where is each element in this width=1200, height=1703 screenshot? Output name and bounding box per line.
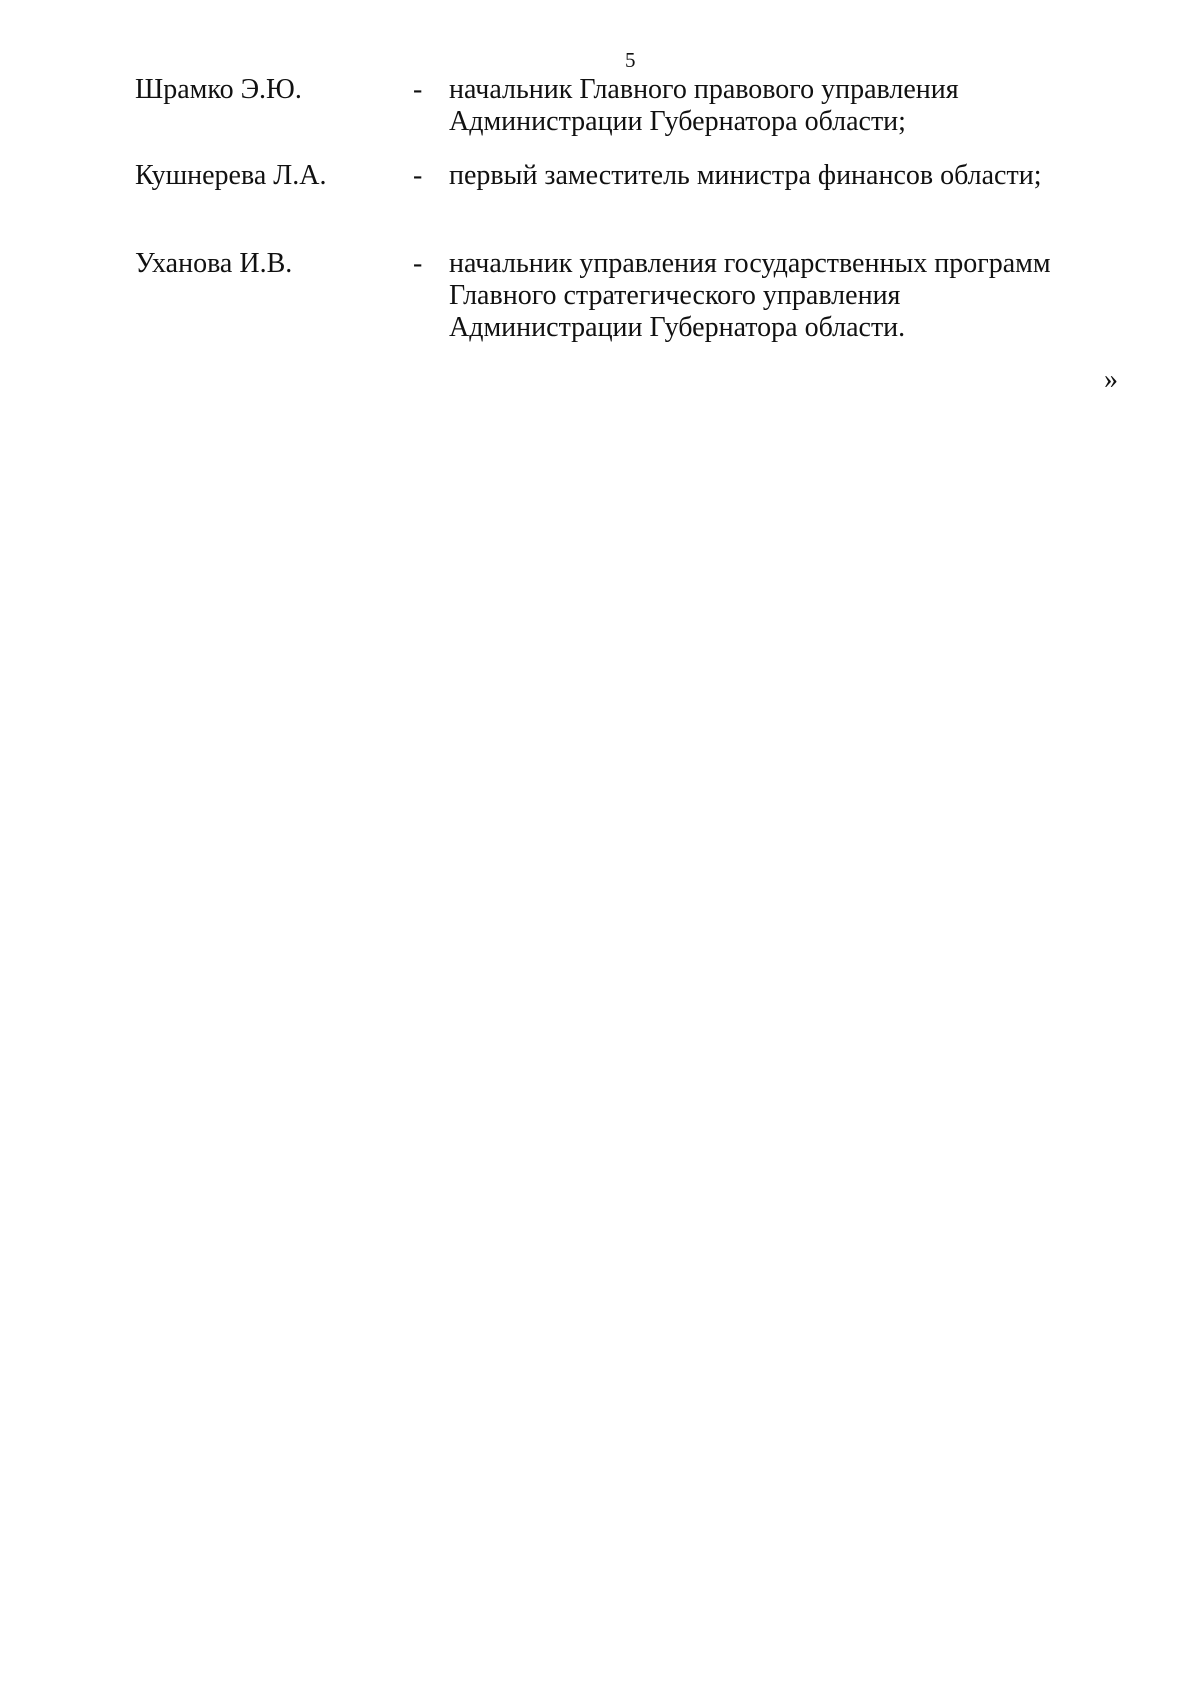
member-position-line: Администрации Губернатора области. [449,312,906,343]
member-position-line: Главного стратегического управления [449,280,901,311]
closing-quote: » [1104,364,1118,395]
member-position [449,248,1089,344]
member-dash: - [413,160,423,191]
page-number: 5 [625,48,636,72]
member-name: Уханова И.В. [135,248,293,279]
member-name: Кушнерева Л.А. [135,160,327,191]
member-position [449,160,1089,192]
member-position-line: Администрации Губернатора области; [449,106,906,137]
member-name: Шрамко Э.Ю. [135,74,302,105]
member-position-line: начальник Главного правового управления [449,74,959,105]
member-dash: - [413,248,423,279]
member-position-line: начальник управления государственных программ [449,248,1051,279]
member-position-line: первый заместитель министра финансов области; [449,160,1042,191]
member-position [449,74,1089,138]
member-dash: - [413,74,423,105]
